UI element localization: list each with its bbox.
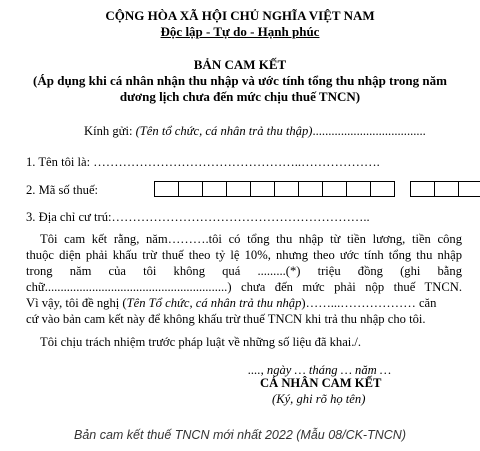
recipient-line bbox=[84, 124, 426, 139]
tax-code-box bbox=[178, 181, 203, 197]
image-caption: Bản cam kết thuế TNCN mới nhất 2022 (Mẫu 08/CK-TNCN) bbox=[74, 428, 406, 442]
responsibility-statement: Tôi chịu trách nhiệm trước pháp luật về những số liệu đã khai./. bbox=[40, 335, 362, 349]
national-header: CỘNG HÒA XÃ HỘI CHỦ NGHĨA VIỆT NAM bbox=[105, 8, 375, 23]
tax-code-label: 2. Mã số thuế: bbox=[26, 183, 99, 197]
body-line: chữ..........................................................) chưa đến mức phải nộp thuế TNCN. bbox=[26, 280, 462, 294]
tax-code-box bbox=[154, 181, 179, 197]
recipient-dots: .................................... bbox=[312, 124, 426, 138]
name-field: 1. Tên tôi là: …………………………………………..………………. bbox=[26, 155, 380, 169]
signature-note: (Ký, ghi rõ họ tên) bbox=[272, 392, 366, 406]
body-line: Vì vậy, tôi đề nghị (Tên Tổ chức, cá nhân trả thu nhập)……...……………… căn bbox=[26, 296, 437, 310]
recipient-placeholder: (Tên tổ chức, cá nhân trả thu thập) bbox=[135, 124, 313, 138]
recipient-label: Kính gửi: bbox=[84, 124, 136, 138]
document-subtitle-line2: dương lịch chưa đến mức chịu thuế TNCN) bbox=[119, 89, 361, 104]
tax-code-box bbox=[458, 181, 480, 197]
tax-code-box bbox=[250, 181, 275, 197]
tax-code-boxes-branch bbox=[410, 181, 480, 197]
tax-code-box bbox=[346, 181, 371, 197]
tax-code-boxes-main bbox=[154, 181, 394, 197]
document-title: BẢN CAM KẾT bbox=[193, 57, 287, 72]
signature-date: ...., ngày … tháng … năm … bbox=[248, 363, 392, 377]
address-field: 3. Địa chỉ cư trú:…………………………………………………….. bbox=[26, 210, 370, 224]
national-motto: Độc lập - Tự do - Hạnh phúc bbox=[160, 24, 320, 39]
body-line: thuộc diện phải khấu trừ thuế theo tỷ lệ 10%, nhưng theo ước tính tổng thu nhập bbox=[26, 248, 462, 262]
body-line: trong năm của tôi không quá .........(*) triệu đồng (ghi bằng bbox=[26, 264, 462, 278]
body-line: Tôi cam kết rằng, năm……….tôi có tổng thu nhập từ tiền lương, tiền công bbox=[40, 232, 462, 246]
tax-code-box bbox=[274, 181, 299, 197]
body-line: cứ vào bản cam kết này để không khấu trừ thuế TNCN khi trả thu nhập cho tôi. bbox=[26, 312, 426, 326]
tax-code-box bbox=[410, 181, 435, 197]
tax-code-box bbox=[226, 181, 251, 197]
tax-code-box bbox=[202, 181, 227, 197]
document-subtitle-line1: (Áp dụng khi cá nhân nhận thu nhập và ước tính tổng thu nhập trong năm bbox=[33, 73, 447, 88]
tax-code-box bbox=[322, 181, 347, 197]
tax-code-box bbox=[434, 181, 459, 197]
tax-code-box bbox=[298, 181, 323, 197]
signature-title: CÁ NHÂN CAM KẾT bbox=[260, 376, 382, 390]
tax-code-box bbox=[370, 181, 395, 197]
